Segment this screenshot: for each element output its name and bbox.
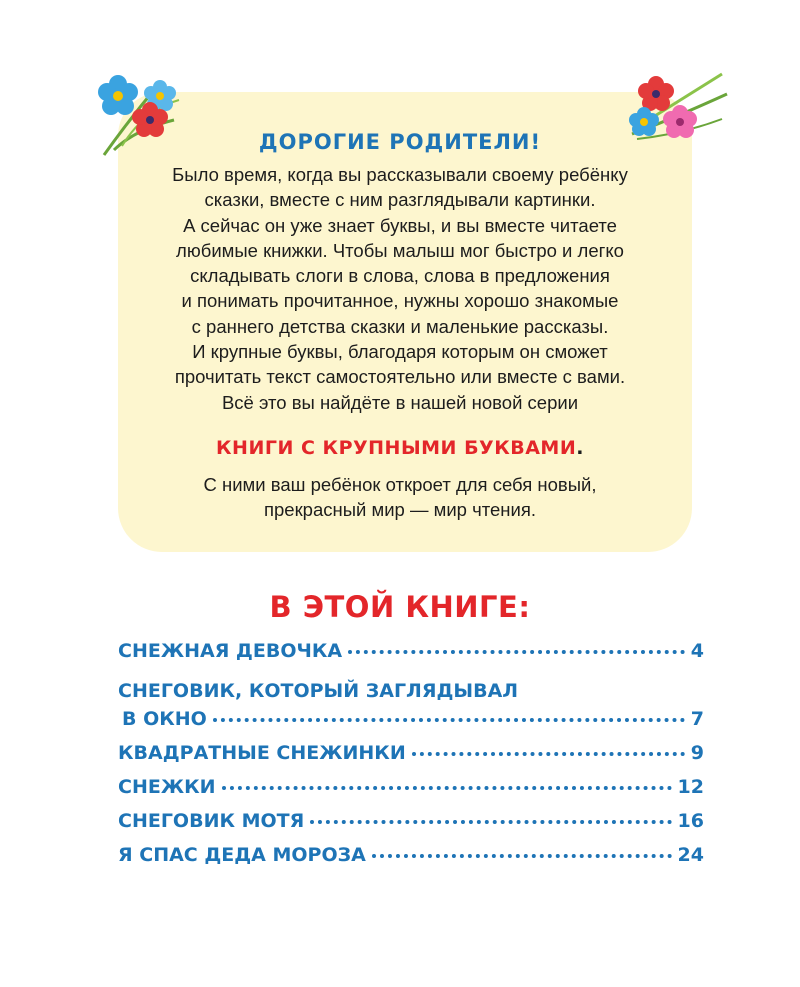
closing-line: С ними ваш ребёнок откроет для себя новый, <box>203 474 597 495</box>
paragraph-line: и понимать прочитанное, нужны хорошо знакомые <box>181 290 619 312</box>
parents-note-paragraph <box>100 162 700 415</box>
series-name-text: КНИГИ С КРУПНЫМИ БУКВАМИ <box>216 437 577 459</box>
toc-entry-title: КВАДРАТНЫЕ СНЕЖИНКИ <box>118 742 406 764</box>
toc-entry-page: 7 <box>690 708 704 730</box>
series-name-dot: . <box>576 437 584 459</box>
paragraph-line: любимые книжки. Чтобы малыш мог быстро и легко <box>176 239 624 261</box>
toc-leader-dots <box>222 786 672 790</box>
toc-entry-title: СНЕЖКИ <box>118 776 216 798</box>
paragraph-line: сказки, вместе с ним разглядывали картинки. <box>204 189 596 211</box>
toc-leader-dots <box>372 854 672 858</box>
paragraph-line: с раннего детства сказки и маленькие рассказы. <box>191 315 609 337</box>
series-name <box>0 437 800 459</box>
toc-entry-page: 9 <box>690 742 704 764</box>
paragraph-line: складывать слоги в слова, слова в предложения <box>190 265 610 287</box>
toc-entry[interactable] <box>118 742 704 776</box>
paragraph-line: Было время, когда вы рассказывали своему ребёнку <box>172 164 628 185</box>
toc-entry-page: 24 <box>677 844 704 866</box>
closing-line: прекрасный мир — мир чтения. <box>263 499 536 521</box>
toc-entry-page: 16 <box>677 810 704 832</box>
toc-entry[interactable] <box>118 810 704 844</box>
toc-entry-title: Я СПАС ДЕДА МОРОЗА <box>118 844 366 866</box>
toc-entry[interactable] <box>118 640 704 674</box>
toc-entry[interactable] <box>118 674 704 742</box>
toc-leader-dots <box>310 820 671 824</box>
table-of-contents <box>118 640 704 878</box>
toc-entry-title: СНЕГОВИК МОТЯ <box>118 810 305 832</box>
paragraph-line: Всё это вы найдёте в нашей новой серии <box>221 391 579 413</box>
paragraph-line: прочитать текст самостоятельно или вместе с вами. <box>174 366 626 388</box>
toc-entry[interactable] <box>118 844 704 878</box>
toc-entry-page: 4 <box>690 640 704 662</box>
toc-leader-dots <box>348 650 685 654</box>
paragraph-line: И крупные буквы, благодаря которым он сможет <box>192 341 608 363</box>
toc-entry-page: 12 <box>677 776 704 798</box>
toc-leader-dots <box>412 752 685 756</box>
toc-heading: В ЭТОЙ КНИГЕ: <box>269 590 531 624</box>
parents-note-closing <box>100 472 700 523</box>
toc-entry-title: СНЕЖНАЯ ДЕВОЧКА <box>118 640 343 662</box>
toc-entry-line2 <box>118 708 704 742</box>
toc-entry-title: В ОКНО <box>122 708 207 730</box>
paragraph-line: А сейчас он уже знает буквы, и вы вместе читаете <box>183 214 617 236</box>
toc-entry[interactable] <box>118 776 704 810</box>
parents-note-title: ДОРОГИЕ РОДИТЕЛИ! <box>258 130 542 154</box>
toc-leader-dots <box>213 718 685 722</box>
toc-entry-title-line1: СНЕГОВИК, КОТОРЫЙ ЗАГЛЯДЫВАЛ <box>118 680 519 702</box>
